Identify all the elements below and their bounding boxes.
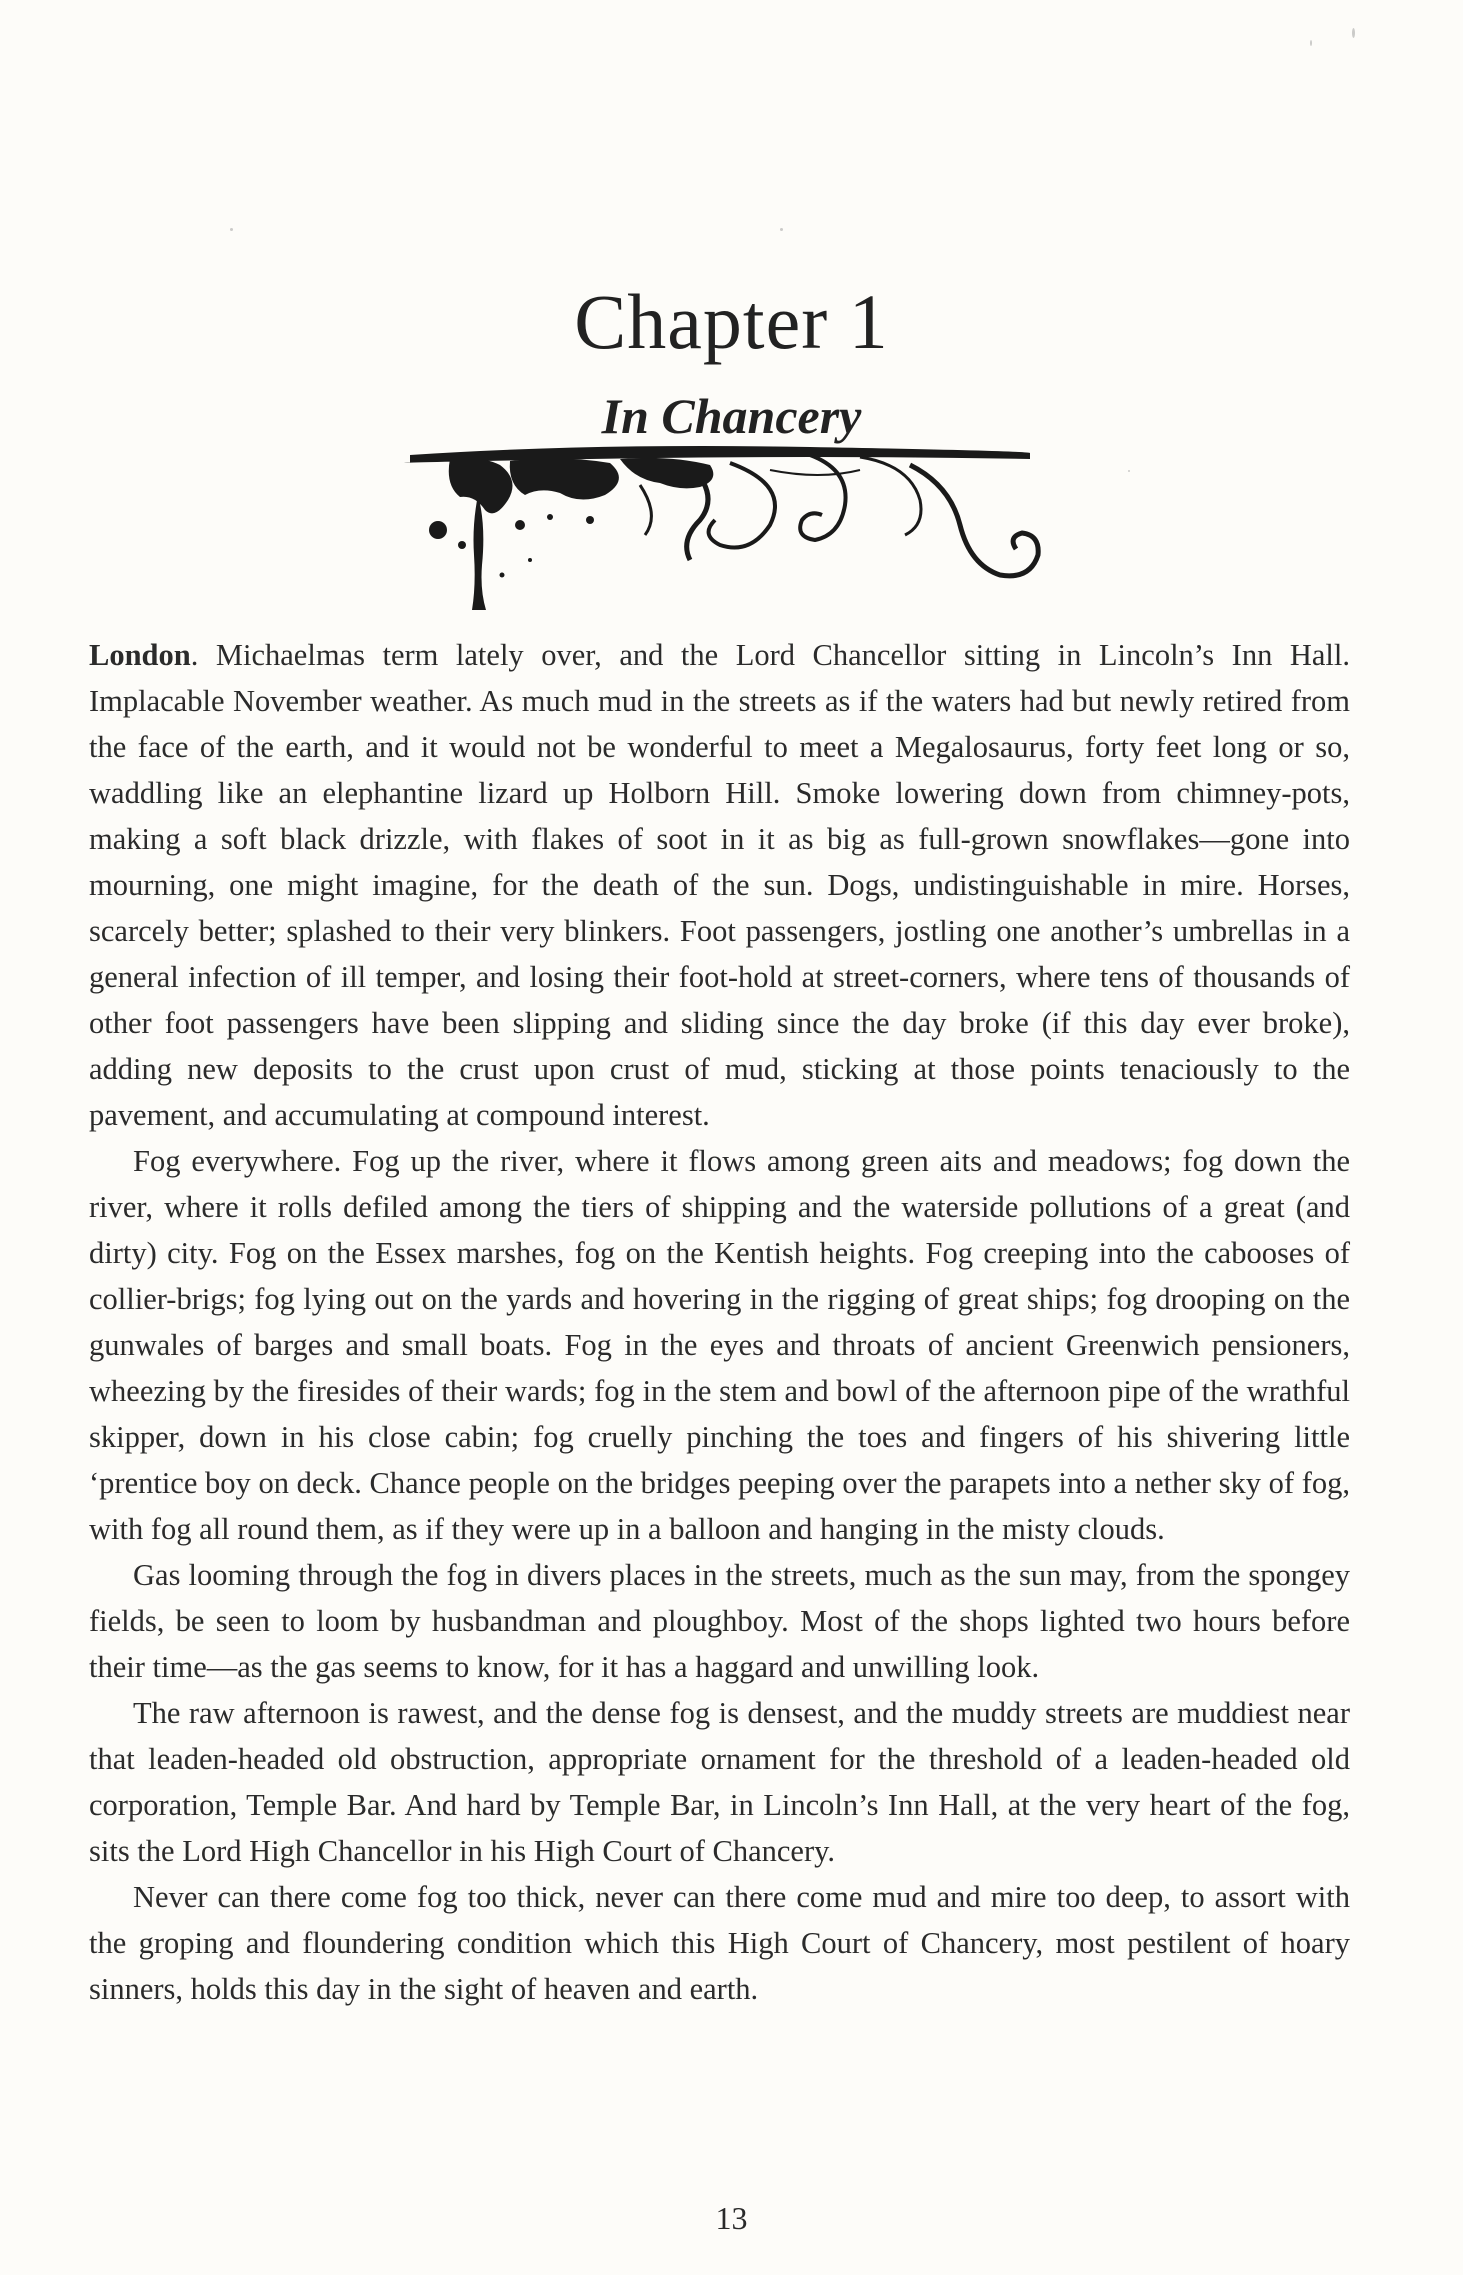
chapter-title: Chapter 1 <box>574 278 889 366</box>
paragraph <box>89 632 1350 1138</box>
paragraph: The raw afternoon is rawest, and the dense fog is densest, and the muddy streets are muddiest near that leaden-headed old obstruction, appropriate ornament for the threshold of a leaden-headed old corporation, Temple Bar. And hard by Temple Bar, in Lincoln’s Inn Hall, at the very heart of the fog, sits the Lord High Chancellor in his High Court of Chancery. <box>89 1696 1350 1868</box>
scan-speck <box>1310 40 1312 46</box>
lead-word: London <box>89 638 191 672</box>
flourish-ornament-icon <box>390 425 1070 625</box>
page-number: 13 <box>715 2200 748 2236</box>
scan-speck <box>1128 470 1130 472</box>
paragraph: Never can there come fog too thick, never can there come mud and mire too deep, to assort with the groping and floundering condition which this High Court of Chancery, most pestilent of hoary sinners, holds this day in the sight of heaven and earth. <box>89 1880 1350 2006</box>
scan-speck <box>1352 28 1355 38</box>
scan-speck <box>780 228 783 231</box>
paragraph: Gas looming through the fog in divers places in the streets, much as the sun may, from the spongey fields, be seen to loom by husbandman and ploughboy. Most of the shops lighted two hours before their time—as the gas seems to know, for it has a haggard and unwilling look. <box>89 1558 1350 1684</box>
scan-speck <box>230 228 233 231</box>
paragraph: Fog everywhere. Fog up the river, where it flows among green aits and meadows; fog down the river, where it rolls defiled among the tiers of shipping and the waterside pollutions of a great (and dirty) city. Fog on the Essex marshes, fog on the Kentish heights. Fog creeping into the cabooses of collier-brigs; fog lying out on the yards and hovering in the rigging of great ships; fog drooping on the gunwales of barges and small boats. Fog in the eyes and throats of ancient Greenwich pensioners, wheezing by the firesides of their wards; fog in the stem and bowl of the afternoon pipe of the wrathful skipper, down in his close cabin; fog cruelly pinching the toes and fingers of his shivering little ‘prentice boy on deck. Chance people on the bridges peeping over the parapets into a nether sky of fog, with fog all round them, as if they were up in a balloon and hanging in the misty clouds. <box>89 1144 1350 1546</box>
chapter-body <box>89 632 1350 2012</box>
chapter-subtitle: In Chancery <box>601 387 862 444</box>
paragraph-text: . Michaelmas term lately over, and the Lord Chancellor sitting in Lincoln’s Inn Hall. Implacable November weather. As much mud in the streets as if the waters had but newly retired from the face of the earth, and it would not be wonderful to meet a Megalosaurus, forty feet long or so, waddling like an elephantine lizard up Holborn Hill. Smoke lowering down from chimney-pots, making a soft black drizzle, with flakes of soot in it as big as full-grown snowflakes—gone into mourning, one might imagine, for the death of the sun. Dogs, undistinguishable in mire. Horses, scarcely better; splashed to their very blinkers. Foot passengers, jostling one another’s umbrellas in a general infection of ill temper, and losing their foot-hold at street-corners, where tens of thousands of other foot passengers have been slipping and sliding since the day broke (if this day ever broke), adding new deposits to the crust upon crust of mud, sticking at those points tenaciously to the pavement, and accumulating at compound interest. <box>89 638 1350 1132</box>
